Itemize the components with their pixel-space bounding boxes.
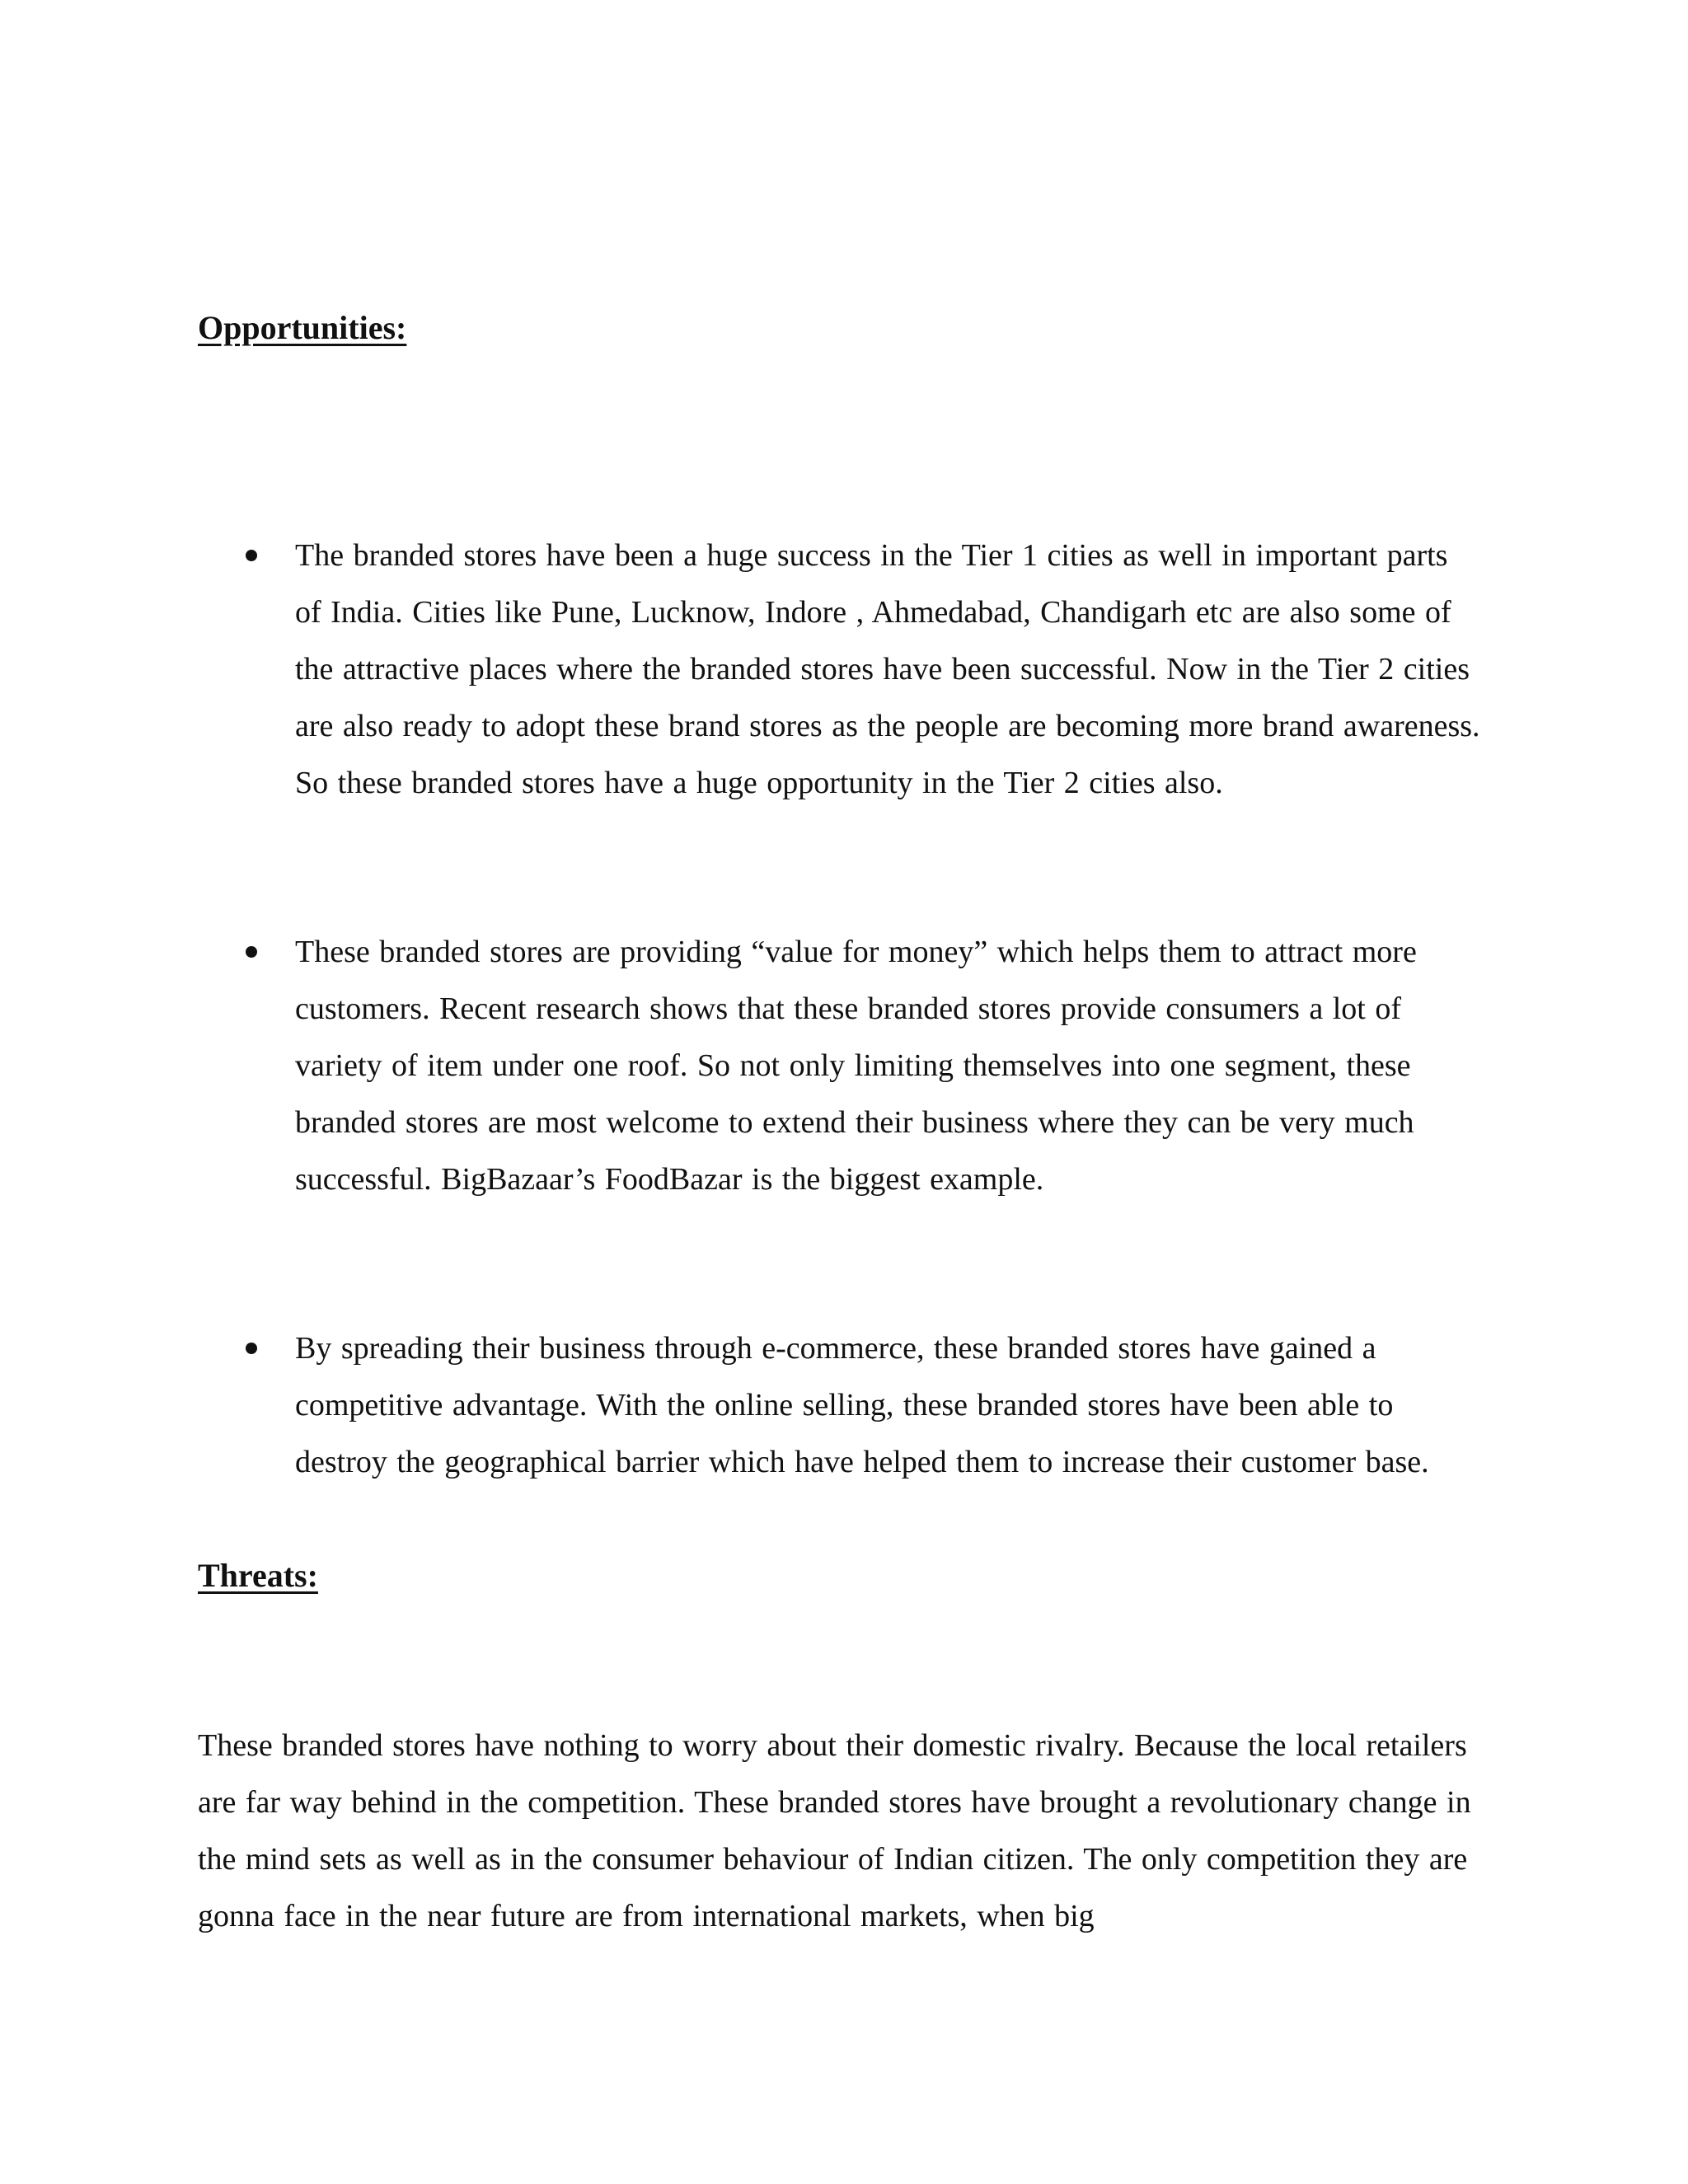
- opportunity-bullet-text: By spreading their business through e-commerce, these branded stores have gained a competitive advantage. With the online selling, these branded stores have been able to destroy the geographical barrier which have helped them to increase their customer base.: [295, 1331, 1429, 1479]
- bullet-icon: [246, 1343, 257, 1354]
- opportunity-bullet-text: The branded stores have been a huge success in the Tier 1 cities as well in important parts of India. Cities like Pune, Lucknow, Indore , Ahmedabad, Chandigarh etc are also some of the attractive places where the branded stores have been successful. Now in the Tier 2 cities are also ready to adopt these brand stores as the people are becoming more brand awareness. So these branded stores have a huge opportunity in the Tier 2 cities also.: [295, 538, 1480, 800]
- opportunity-bullet-3: [295, 1320, 1482, 1491]
- opportunity-bullet-2: [295, 924, 1482, 1208]
- bullet-icon: [246, 550, 257, 561]
- opportunity-bullet-text: These branded stores are providing “value for money” which helps them to attract more customers. Recent research shows that these branded stores provide consumers a lot of variety of item under one roof. So not only limiting themselves into one segment, these branded stores are most welcome to extend their business where they can be very much successful. BigBazaar’s FoodBazar is the biggest example.: [295, 935, 1417, 1197]
- opportunities-heading: Opportunities:: [198, 309, 407, 346]
- threats-paragraph: These branded stores have nothing to worry about their domestic rivalry. Because the local retailers are far way behind in the competition. These branded stores have brought a revolutionary change in the mind sets as well as in the consumer behaviour of Indian citizen. The only competition they are gonna face in the near future are from international markets, when big: [198, 1728, 1471, 1933]
- opportunity-bullet-1: [295, 527, 1482, 812]
- threats-heading: Threats:: [198, 1557, 318, 1594]
- bullet-icon: [246, 946, 257, 958]
